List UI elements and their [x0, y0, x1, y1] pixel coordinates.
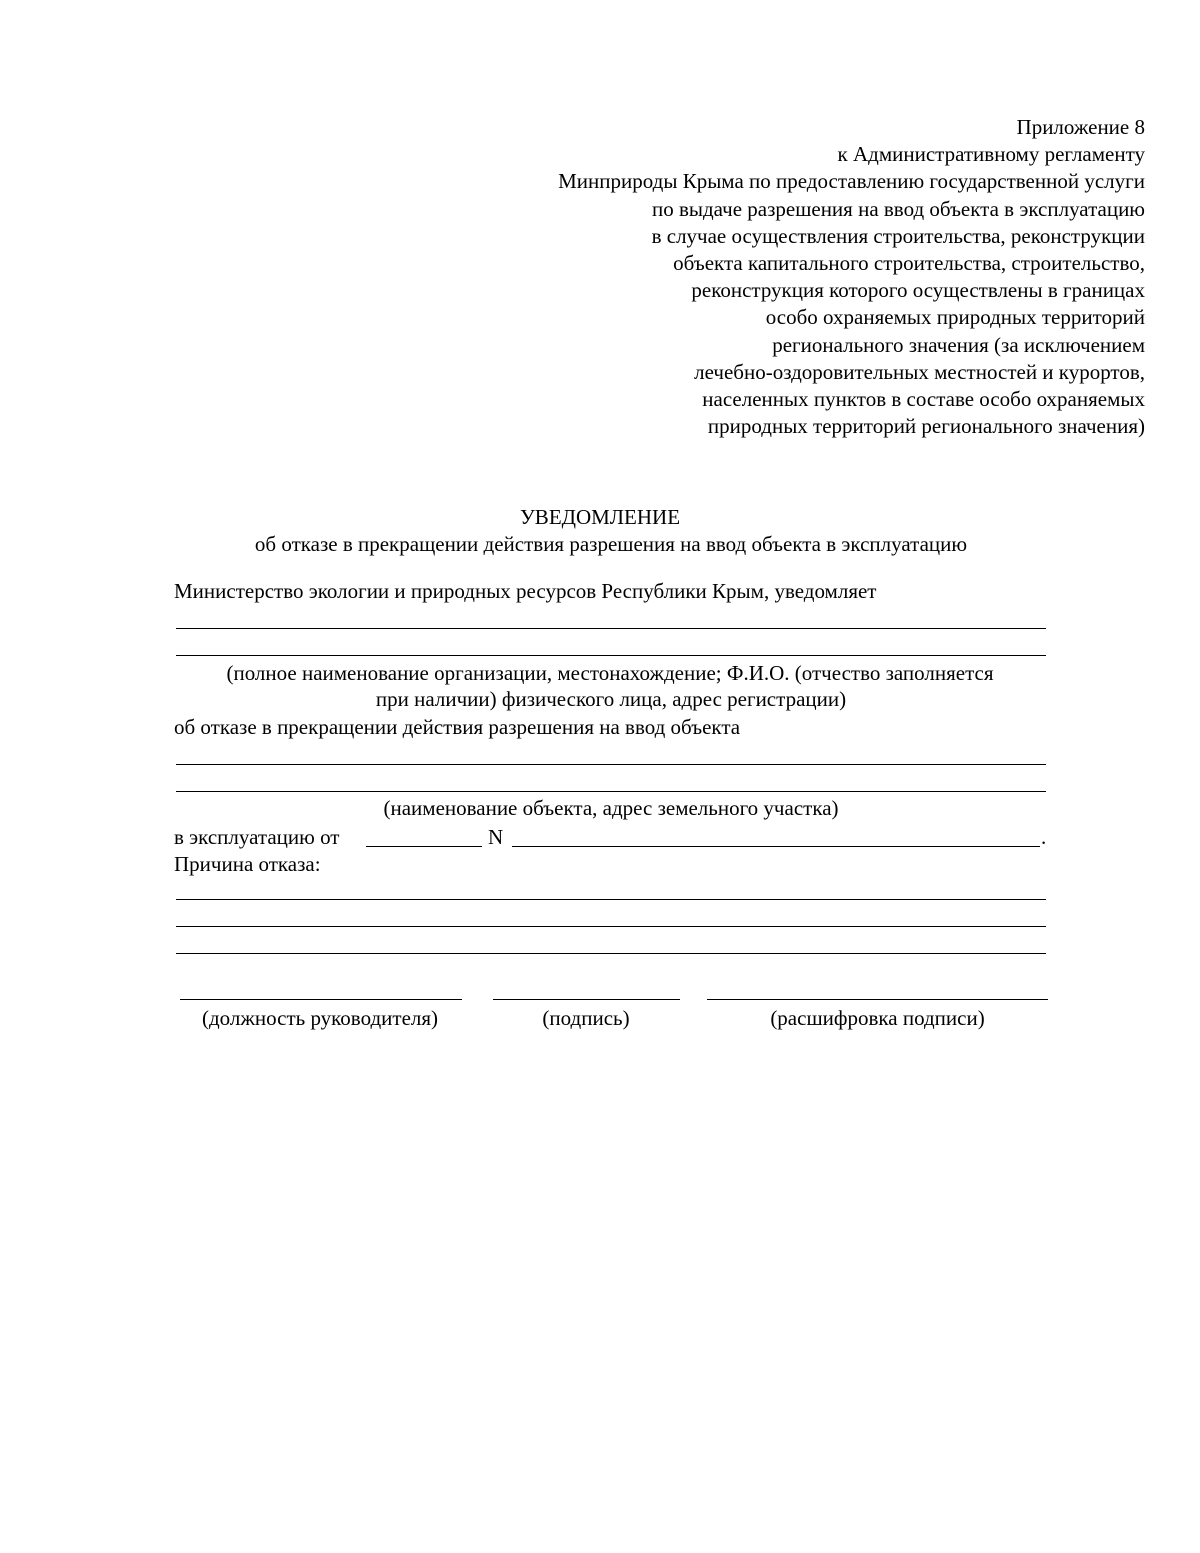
appendix-line: особо охраняемых природных территорий — [765, 305, 1145, 330]
notice-title: УВЕДОМЛЕНИЕ — [519, 505, 681, 529]
reason-blank-line-1[interactable] — [176, 899, 1046, 900]
appendix-line: Приложение 8 — [1016, 115, 1145, 139]
appendix-line: по выдаче разрешения на ввод объекта в эксплуатацию — [651, 196, 1145, 221]
notice-subtitle: об отказе в прекращении действия разрешения на ввод объекта в эксплуатацию — [254, 532, 968, 556]
organization-blank-line-2[interactable] — [176, 655, 1046, 656]
appendix-line: регионального значения (за исключением — [772, 332, 1145, 357]
appendix-line: природных территорий регионального значения) — [707, 414, 1145, 439]
object-caption: (наименование объекта, адрес земельного участка) — [383, 796, 839, 820]
refusal-line: об отказе в прекращении действия разрешения на ввод объекта — [174, 715, 741, 739]
date-blank[interactable] — [366, 846, 482, 847]
end-period: . — [1041, 825, 1047, 849]
signature-blank[interactable] — [493, 999, 680, 1000]
signature-caption: (подпись) — [542, 1006, 630, 1030]
decoding-blank[interactable] — [707, 999, 1048, 1000]
appendix-line: населенных пунктов в составе особо охраняемых — [702, 387, 1145, 412]
number-label: N — [488, 825, 504, 849]
organization-blank-line-1[interactable] — [176, 628, 1046, 629]
object-blank-line-2[interactable] — [176, 791, 1046, 792]
position-caption: (должность руководителя) — [201, 1006, 439, 1030]
appendix-line: к Административному регламенту — [837, 142, 1145, 167]
ministry-line: Министерство экологии и природных ресурсов Республики Крым, уведомляет — [174, 579, 877, 603]
decoding-caption: (расшифровка подписи) — [770, 1006, 985, 1030]
organization-caption-line-2: при наличии) физического лица, адрес регистрации) — [375, 687, 847, 711]
number-blank[interactable] — [512, 846, 1040, 847]
reason-label: Причина отказа: — [174, 852, 321, 876]
reason-blank-line-3[interactable] — [176, 953, 1046, 954]
organization-caption-line-1: (полное наименование организации, местонахождение; Ф.И.О. (отчество заполняется — [226, 661, 994, 685]
commission-prefix: в эксплуатацию от — [174, 825, 340, 849]
object-blank-line-1[interactable] — [176, 764, 1046, 765]
reason-blank-line-2[interactable] — [176, 926, 1046, 927]
appendix-line: Минприроды Крыма по предоставлению государственной услуги — [558, 169, 1145, 194]
appendix-line: лечебно-оздоровительных местностей и курортов, — [694, 359, 1145, 384]
appendix-line: объекта капитального строительства, строительство, — [673, 251, 1145, 276]
appendix-header — [558, 114, 1145, 440]
position-blank[interactable] — [180, 999, 462, 1000]
appendix-line: реконструкция которого осуществлены в границах — [691, 278, 1145, 303]
appendix-line: в случае осуществления строительства, реконструкции — [651, 223, 1145, 248]
